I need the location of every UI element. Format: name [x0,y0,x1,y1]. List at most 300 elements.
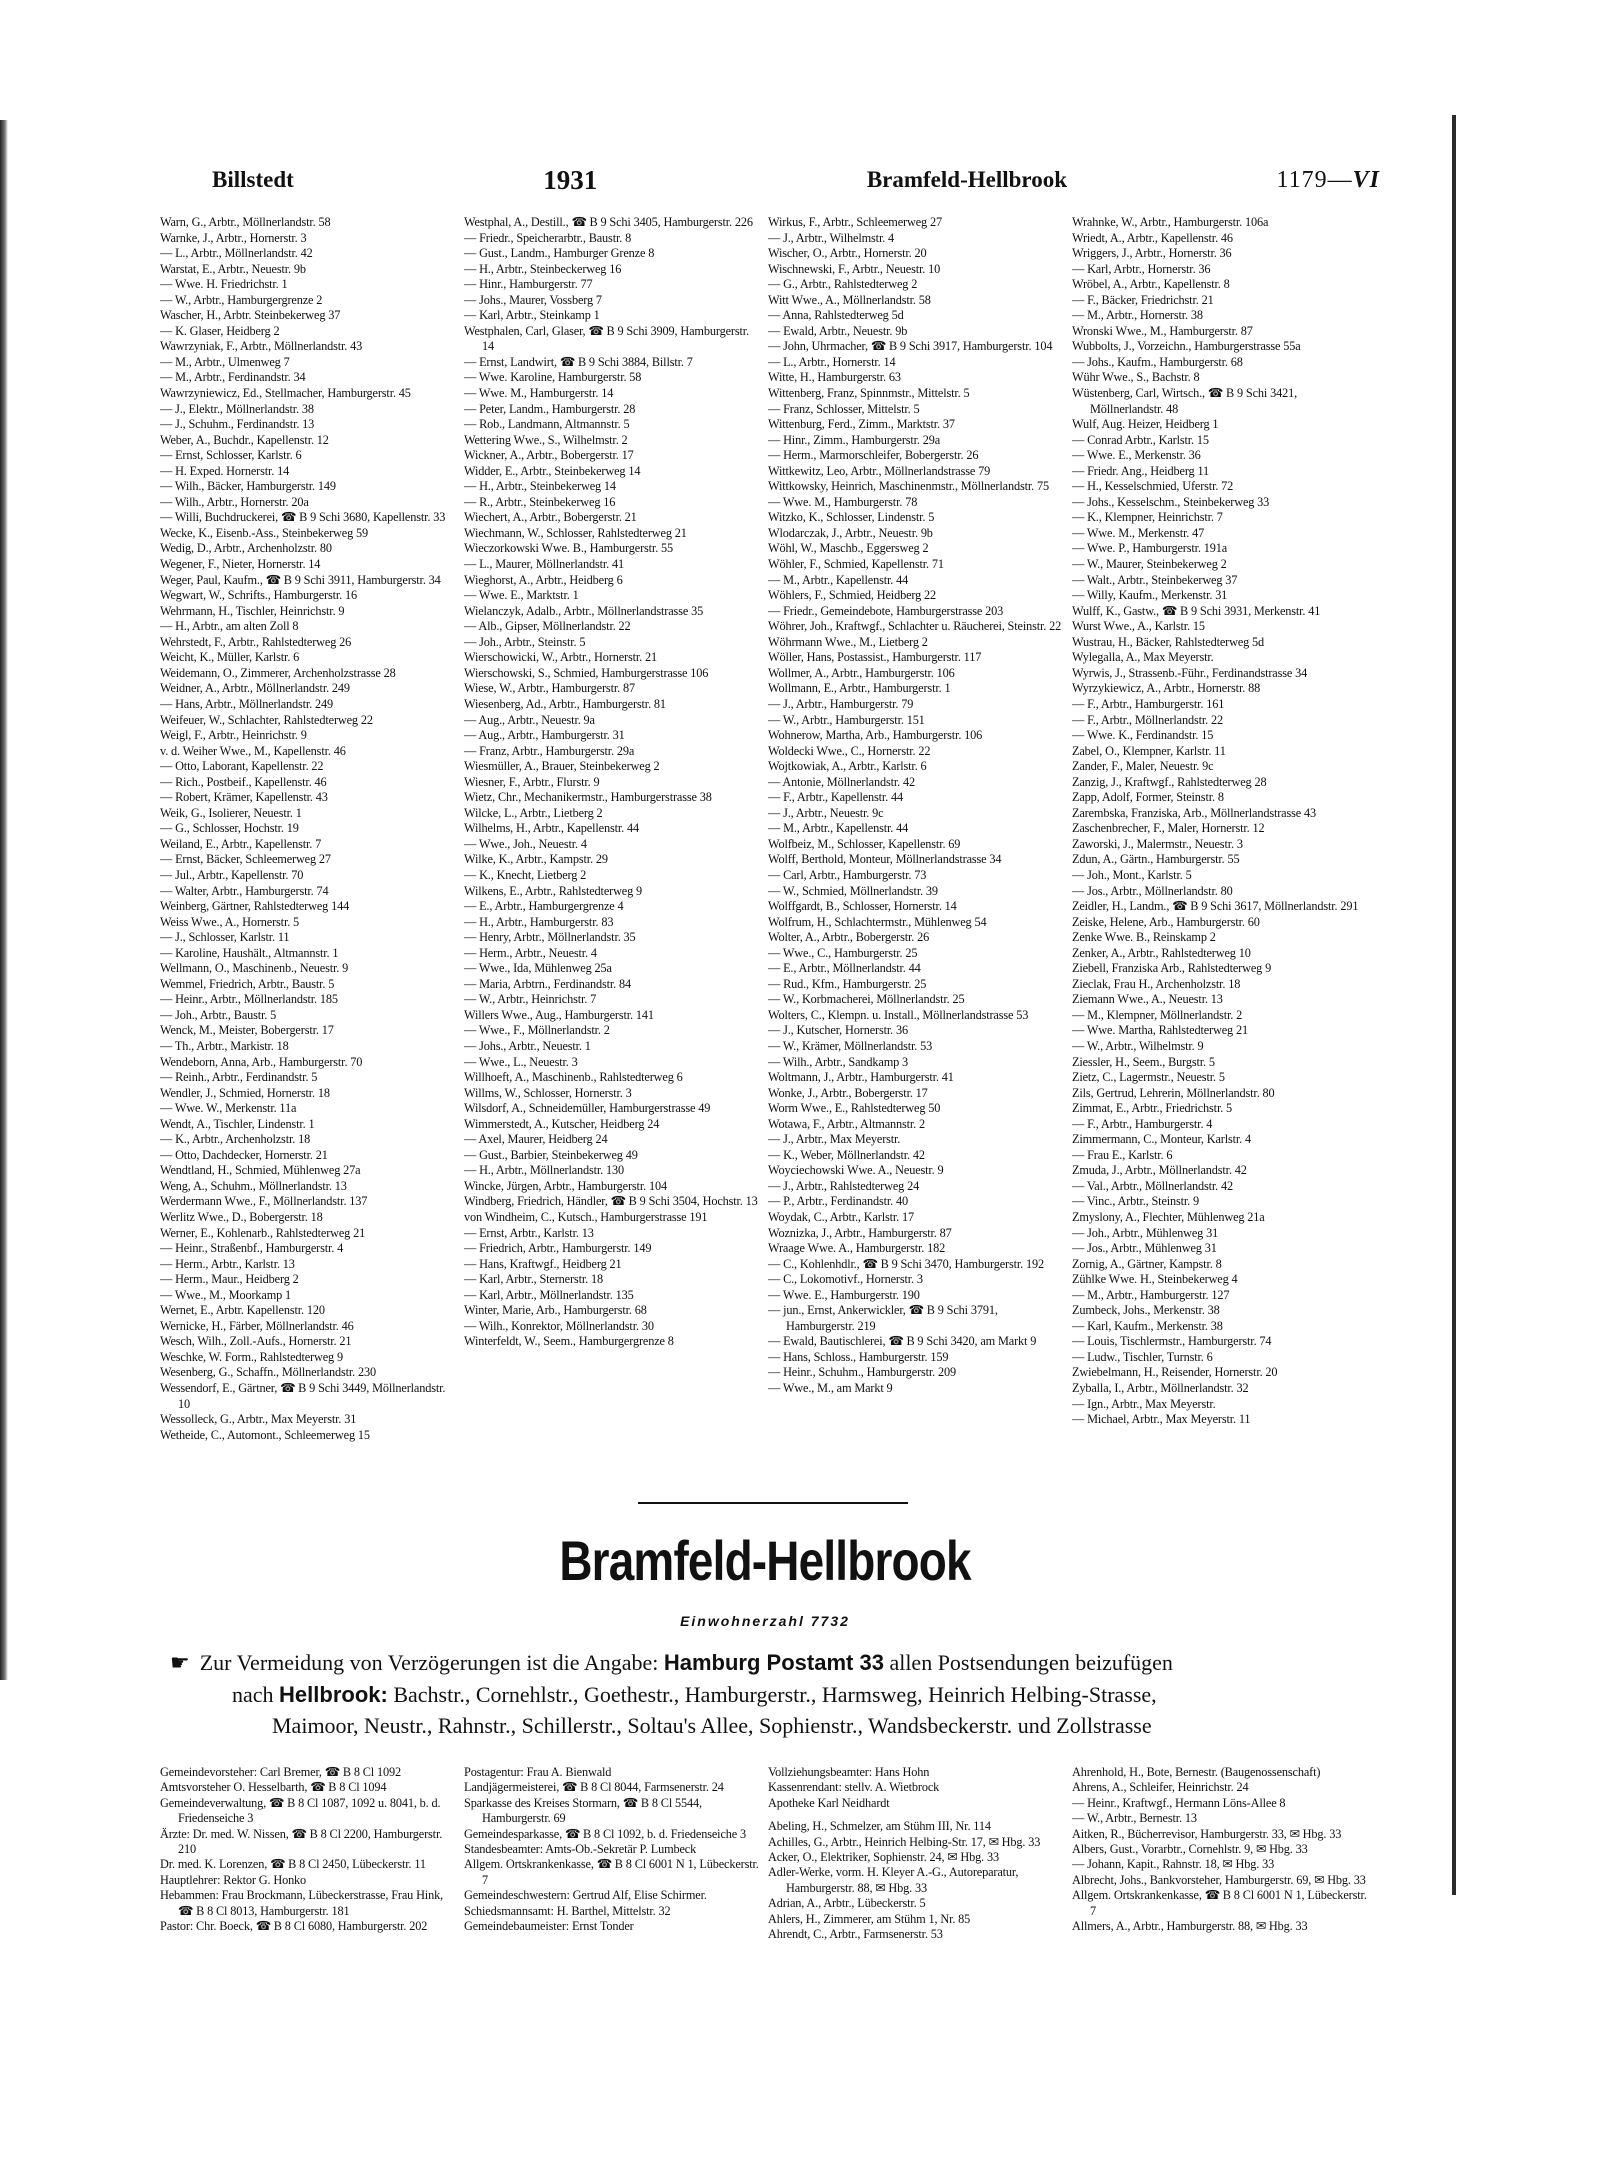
directory-entry: — Joh., Arbtr., Mühlenweg 31 [1072,1225,1219,1240]
directory-entry: — Johs., Kesselschm., Steinbekerweg 33 [1072,494,1270,509]
directory-entry: — Herm., Arbtr., Karlstr. 13 [160,1256,295,1271]
officials-entry: Gemeindevorsteher: Carl Bremer, ☎ B 8 Cl 1092 [160,1765,401,1779]
officials-entry: Gemeindesparkasse, ☎ B 8 Cl 1092, b. d. Friedenseiche 3 [464,1826,746,1841]
officials-entry: Abeling, H., Schmelzer, am Stühm III, Nr. 114 [768,1819,991,1834]
directory-entry: Winterfeldt, W., Seem., Hamburgergrenze 8 [464,1334,674,1349]
directory-entry: Zaworski, J., Malermstr., Neuestr. 3 [1072,836,1243,851]
directory-entry: — Gust., Barbier, Steinbekerweg 49 [464,1147,638,1162]
directory-entry: — M., Arbtr., Hornerstr. 38 [1072,308,1203,323]
directory-page [150,150,1380,2070]
directory-entry: Woltmann, J., Arbtr., Hamburgerstr. 41 [768,1070,954,1085]
officials-entry: Hauptlehrer: Rektor G. Honko [160,1872,307,1887]
directory-entry: Wendt, A., Tischler, Lindenstr. 1 [160,1116,315,1131]
directory-entry: von Windheim, C., Kutsch., Hamburgerstrasse 191 [464,1210,708,1224]
directory-entry: Wiesenberg, Ad., Arbtr., Hamburgerstr. 81 [464,696,666,711]
directory-entry: — Franz, Schlosser, Mittelstr. 5 [768,401,920,416]
directory-entry: — Maria, Arbtrn., Ferdinandstr. 84 [464,976,632,991]
directory-entry: Ziebell, Franziska Arb., Rahlstedterweg 9 [1072,961,1272,976]
directory-entry: — W., Arbtr., Hamburgerstr. 151 [768,712,925,727]
directory-entry: — Jos., Arbtr., Mühlenweg 31 [1072,1241,1217,1256]
directory-entry: Wronski Wwe., M., Hamburgerstr. 87 [1072,323,1253,338]
directory-entry: Zieclak, Frau H., Archenholzstr. 18 [1072,976,1241,991]
directory-column-3 [768,215,1066,1635]
directory-entry: — M., Arbtr., Hamburgerstr. 127 [1072,1287,1230,1302]
directory-entry: Zühlke Wwe. H., Steinbekerweg 4 [1072,1272,1238,1287]
directory-entry: — Alb., Gipser, Möllnerlandstr. 22 [464,619,631,634]
directory-entry: — Wwe., M., Moorkamp 1 [160,1287,292,1302]
notice-line-2 [170,1679,1370,1710]
officials-entry: Kassenrendant: stellv. A. Wietbrock [768,1780,940,1795]
directory-entry: Wilcke, L., Arbtr., Lietberg 2 [464,805,603,820]
directory-entry: — Ewald, Bautischlerei, ☎ B 9 Schi 3420, am Markt 9 [768,1334,1037,1349]
officials-entry: Landjägermeisterei, ☎ B 8 Cl 8044, Farmsenerstr. 24 [464,1780,724,1795]
directory-entry: Zapp, Adolf, Former, Steinstr. 8 [1072,790,1224,805]
directory-entry: — Ewald, Arbtr., Neuestr. 9b [768,323,908,338]
officials-column-4 [1072,1765,1370,2065]
directory-entry: Wetheide, C., Automont., Schleemerweg 15 [160,1427,370,1442]
officials-column-1 [160,1765,458,2065]
officials-entry: Ahrenhold, H., Bote, Bernestr. (Baugenossenschaft) [1072,1765,1321,1779]
directory-entry: Wehrstedt, F., Arbtr., Rahlstedterweg 26 [160,634,352,649]
directory-entry: Wittkowsky, Heinrich, Maschinenmstr., Möllnerlandstr. 75 [768,479,1049,494]
directory-entry: — F., Arbtr., Hamburgerstr. 161 [1072,696,1225,711]
directory-entry: Wiesmüller, A., Brauer, Steinbekerweg 2 [464,759,660,774]
directory-entry: — Wwe., M., am Markt 9 [768,1381,893,1396]
directory-entry: — Hinr., Hamburgerstr. 77 [464,277,593,292]
directory-entry: Wierschowicki, W., Arbtr., Hornerstr. 21 [464,650,657,665]
officials-entry: Allgem. Ortskrankenkasse, ☎ B 8 Cl 6001 N 1, Lübeckerstr. 7 [464,1857,759,1887]
directory-entry: — Karl, Arbtr., Hornerstr. 36 [1072,261,1211,276]
directory-entry: — Wwe. E., Merkenstr. 36 [1072,448,1201,463]
officials-entry: Hebammen: Frau Brockmann, Lübeckerstrasse, Frau Hink, ☎ B 8 Cl 8013, Hamburgerstr. 181 [160,1888,443,1918]
directory-entry: — Wwe., C., Hamburgerstr. 25 [768,945,918,960]
directory-entry: Wonke, J., Arbtr., Bobergerstr. 17 [768,1085,928,1100]
directory-entry: Wulff, K., Gastw., ☎ B 9 Schi 3931, Merkenstr. 41 [1072,603,1321,618]
directory-entry: Wyrwis, J., Strassenb.-Führ., Ferdinandstrasse 34 [1072,665,1308,680]
directory-entry: — Frau E., Karlstr. 6 [1072,1147,1173,1162]
directory-entry: — Rob., Landmann, Altmannstr. 5 [464,417,630,432]
officials-entry: Ärzte: Dr. med. W. Nissen, ☎ B 8 Cl 2200, Hamburgerstr. 210 [160,1826,443,1857]
officials-entry: Gemeindebaumeister: Ernst Tonder [464,1919,634,1934]
directory-entry: — Wwe. Martha, Rahlstedterweg 21 [1072,1023,1248,1038]
scan-right-edge-line [1452,115,1456,1895]
officials-gap [768,1811,1066,1819]
directory-entry: Windberg, Friedrich, Händler, ☎ B 9 Schi 3504, Hochstr. 13 [464,1194,758,1209]
directory-entry: — J., Arbtr., Neuestr. 9c [768,805,884,820]
directory-entry: — Wwe. H. Friedrichstr. 1 [160,277,288,292]
directory-entry: Wincke, Jürgen, Arbtr., Hamburgerstr. 104 [464,1178,667,1193]
directory-entry: — Heinr., Schuhm., Hamburgerstr. 209 [768,1365,957,1380]
directory-entry: — J., Arbtr., Rahlstedterweg 24 [768,1178,920,1193]
directory-entry: Wotawa, F., Arbtr., Altmannstr. 2 [768,1116,926,1131]
directory-entry: — Friedr., Gemeindebote, Hamburgerstrasse 203 [768,603,1004,618]
directory-entry: — Wwe. E., Hamburgerstr. 190 [768,1287,920,1302]
directory-entry: — Rud., Kfm., Hamburgerstr. 25 [768,976,927,991]
directory-entry: Wegener, F., Nieter, Hornerstr. 14 [160,557,321,572]
directory-entry: Wascher, H., Arbtr. Steinbekerweg 37 [160,308,341,323]
directory-entry: Witte, H., Hamburgerstr. 63 [768,370,901,385]
directory-entry: — W., Krämer, Möllnerlandstr. 53 [768,1038,933,1053]
directory-entry: Wickner, A., Arbtr., Bobergerstr. 17 [464,448,634,463]
directory-entry: — Ign., Arbtr., Max Meyerstr. [1072,1396,1216,1411]
directory-entry: Ziemann Wwe., A., Neuestr. 13 [1072,992,1223,1007]
directory-entry: — Th., Arbtr., Markistr. 18 [160,1038,289,1053]
directory-entry: Zumbeck, Johs., Merkenstr. 38 [1072,1303,1220,1318]
directory-entry: — Karl, Kaufm., Merkenstr. 38 [1072,1318,1223,1333]
directory-entry: Wraage Wwe. A., Hamburgerstr. 182 [768,1241,946,1256]
directory-entry: Warstat, E., Arbtr., Neuestr. 9b [160,261,306,276]
directory-entry: Wesch, Wilh., Zoll.-Aufs., Hornerstr. 21 [160,1334,352,1349]
directory-entry: Wyrzykiewicz, A., Arbtr., Hornerstr. 88 [1072,681,1261,696]
notice-text-4: Bachstr., Cornehlstr., Goethestr., Hamburgerstr., Harmsweg, Heinrich Helbing-Strasse, [387,1682,1157,1707]
directory-entry: Weik, G., Isolierer, Neuestr. 1 [160,805,302,820]
directory-entry: — Gust., Landm., Hamburger Grenze 8 [464,246,655,261]
directory-entry: — Aug., Arbtr., Hamburgerstr. 31 [464,728,625,743]
directory-entry: Wecke, K., Eisenb.-Ass., Steinbekerweg 59 [160,525,369,540]
notice-hellbrook: Hellbrook: [279,1682,388,1707]
notice-text-2: allen Postsendungen beizufügen [883,1650,1173,1675]
directory-entry: — K., Klempner, Heinrichstr. 7 [1072,510,1223,525]
directory-entry: Wohnerow, Martha, Arb., Hamburgerstr. 106 [768,728,983,743]
directory-entry: — Otto, Laborant, Kapellenstr. 22 [160,759,324,774]
directory-entry: — Heinr., Arbtr., Möllnerlandstr. 185 [160,992,338,1007]
directory-entry: — Val., Arbtr., Möllnerlandstr. 42 [1072,1178,1234,1193]
officials-entry: Adler-Werke, vorm. H. Kleyer A.-G., Autoreparatur, Hamburgerstr. 88, ✉ Hbg. 33 [768,1865,1019,1895]
directory-entry: Weidemann, O., Zimmerer, Archenholzstrasse 28 [160,665,396,680]
officials-entry: Postagentur: Frau A. Bienwald [464,1765,612,1779]
directory-entry: Werner, E., Kohlenarb., Rahlstedterweg 21 [160,1225,366,1240]
directory-entry: Weifeuer, W., Schlachter, Rahlstedterweg 22 [160,712,373,727]
directory-entry: — Herm., Marmorschleifer, Bobergerstr. 26 [768,448,979,463]
directory-entry: Zabel, O., Klempner, Karlstr. 11 [1072,743,1226,758]
directory-entry: Weger, Paul, Kaufm., ☎ B 9 Schi 3911, Hamburgerstr. 34 [160,572,441,587]
directory-entry: — Willi, Buchdruckerei, ☎ B 9 Schi 3680, Kapellenstr. 33 [160,510,446,525]
directory-entry: Wulf, Aug. Heizer, Heidberg 1 [1072,417,1219,432]
directory-entry: Zmyslony, A., Flechter, Mühlenweg 21a [1072,1210,1265,1224]
scan-left-edge-shadow [0,120,8,1680]
directory-entry: Wischnewski, F., Arbtr., Neuestr. 10 [768,261,941,276]
notice-text-3: nach [232,1682,280,1707]
section-title: Bramfeld-Hellbrook [559,1529,971,1592]
directory-entry: Worm Wwe., E., Rahlstedterweg 50 [768,1101,941,1116]
directory-entry: Wollmann, E., Arbtr., Hamburgerstr. 1 [768,681,951,696]
directory-entry: — Louis, Tischlermstr., Hamburgerstr. 74 [1072,1334,1272,1349]
directory-entry: Zaschenbrecher, F., Maler, Hornerstr. 12 [1072,821,1265,836]
directory-entry: — Hinr., Zimm., Hamburgerstr. 29a [768,432,941,447]
directory-entry: Wrahnke, W., Arbtr., Hamburgerstr. 106a [1072,215,1269,229]
directory-entry: — E., Arbtr., Möllnerlandstr. 44 [768,961,921,976]
directory-entry: Wröbel, A., Arbtr., Kapellenstr. 8 [1072,277,1230,292]
directory-entry: — jun., Ernst, Ankerwickler, ☎ B 9 Schi 3791, Hamburgerstr. 219 [768,1303,998,1333]
directory-entry: Wawrzyniewicz, Ed., Stellmacher, Hamburgerstr. 45 [160,386,411,401]
directory-entry: — M., Arbtr., Ulmenweg 7 [160,354,290,369]
directory-entry: — Karoline, Haushält., Altmannstr. 1 [160,945,339,960]
directory-entry: — Franz, Arbtr., Hamburgerstr. 29a [464,743,635,758]
directory-entry: Wehrmann, H., Tischler, Heinrichstr. 9 [160,603,345,618]
notice-text-1: Zur Vermeidung von Verzögerungen ist die Angabe: [199,1650,664,1675]
directory-entry: Zenke Wwe. B., Reinskamp 2 [1072,930,1216,945]
directory-entry: — Heinr., Straßenbf., Hamburgerstr. 4 [160,1241,344,1256]
directory-entry: — Wwe. M., Hamburgerstr. 78 [768,494,918,509]
directory-entry: Wolters, C., Klempn. u. Install., Möllnerlandstrasse 53 [768,1007,1029,1022]
directory-entry: Wessolleck, G., Arbtr., Max Meyerstr. 31 [160,1412,357,1427]
directory-entry: Wriedt, A., Arbtr., Kapellenstr. 46 [1072,230,1233,245]
directory-entry: — Ernst, Schlosser, Karlstr. 6 [160,448,302,463]
directory-entry: — C., Kohlenhdlr., ☎ B 9 Schi 3470, Hamburgerstr. 192 [768,1256,1044,1271]
directory-entry: Zanzig, J., Kraftwgf., Rahlstedterweg 28 [1072,774,1267,789]
directory-entry: — W., Korbmacherei, Möllnerlandstr. 25 [768,992,965,1007]
directory-entry: — Ernst, Landwirt, ☎ B 9 Schi 3884, Billstr. 7 [464,354,693,369]
directory-entry: — Joh., Arbtr., Baustr. 5 [160,1007,277,1022]
directory-entry: Wimmerstedt, A., Kutscher, Heidberg 24 [464,1116,660,1131]
officials-column-2 [464,1765,762,2065]
directory-entry: Wirkus, F., Arbtr., Schleemerweg 27 [768,215,942,229]
directory-entry: — Willy, Kaufm., Merkenstr. 31 [1072,588,1228,603]
directory-entry: — Anna, Rahlstedterweg 5d [768,308,904,323]
directory-entry: — F., Arbtr., Hamburgerstr. 4 [1072,1116,1213,1131]
directory-entry: Wiechert, A., Arbtr., Bobergerstr. 21 [464,510,637,525]
directory-entry: — G., Schlosser, Hochstr. 19 [160,821,299,836]
directory-entry: Wlodarczak, J., Arbtr., Neuestr. 9b [768,525,933,540]
directory-entry: — K. Glaser, Heidberg 2 [160,323,280,338]
directory-entry: Westphal, A., Destill., ☎ B 9 Schi 3405, Hamburgerstr. 226 [464,215,753,229]
directory-entry: Ziessler, H., Seem., Burgstr. 5 [1072,1054,1215,1069]
directory-entry: Wolter, A., Arbtr., Bobergerstr. 26 [768,930,930,945]
directory-entry: Willhoeft, A., Maschinenb., Rahlstedterweg 6 [464,1070,683,1085]
directory-entry: — Johs., Maurer, Vossberg 7 [464,292,602,307]
directory-entry: — J., Schlosser, Karlstr. 11 [160,930,290,945]
directory-entry: — Reinh., Arbtr., Ferdinandstr. 5 [160,1070,318,1085]
officials-entry: Aitken, R., Bücherrevisor, Hamburgerstr. 33, ✉ Hbg. 33 [1072,1826,1342,1841]
page-number: 1179— [1276,166,1353,193]
officials-entry: Schiedsmannsamt: H. Barthel, Mittelstr. 32 [464,1903,671,1918]
directory-entry: Wittenburg, Ferd., Zimm., Marktstr. 37 [768,417,955,432]
directory-entry: — Michael, Arbtr., Max Meyerstr. 11 [1072,1412,1251,1427]
header-year: 1931 [543,164,598,195]
directory-entry: — Ernst, Arbtr., Karlstr. 13 [464,1225,594,1240]
directory-entry: — Jos., Arbtr., Möllnerlandstr. 80 [1072,883,1233,898]
directory-entry: — W., Maurer, Steinbekerweg 2 [1072,557,1227,572]
directory-entry: Wietz, Chr., Mechanikermstr., Hamburgerstrasse 38 [464,790,712,805]
directory-entry: Weigl, F., Arbtr., Heinrichstr. 9 [160,728,307,743]
directory-entry: — Wilh., Bäcker, Hamburgerstr. 149 [160,479,336,494]
directory-entry: — W., Arbtr., Wilhelmstr. 9 [1072,1038,1204,1053]
section-population: Einwohnerzahl 7732 [680,1613,850,1629]
officials-entry: Gemeindeverwaltung, ☎ B 8 Cl 1087, 1092 u. 8041, b. d. Friedenseiche 3 [160,1795,441,1826]
directory-entry: Warnke, J., Arbtr., Hornerstr. 3 [160,230,307,245]
directory-entry: Wolfbeiz, M., Schlosser, Kapellenstr. 69 [768,836,961,851]
directory-entry: — Ernst, Bäcker, Schleemerweg 27 [160,852,331,867]
directory-entry: — J., Arbtr., Hamburgerstr. 79 [768,696,914,711]
directory-entry: Zornig, A., Gärtner, Kampstr. 8 [1072,1256,1222,1271]
directory-entry: Zimmermann, C., Monteur, Karlstr. 4 [1072,1132,1252,1147]
directory-entry: — Henry, Arbtr., Möllnerlandstr. 35 [464,930,636,945]
directory-entry: Wittkewitz, Leo, Arbtr., Möllnerlandstrasse 79 [768,463,991,478]
directory-entry: — Axel, Maurer, Heidberg 24 [464,1132,608,1147]
officials-entry: Apotheke Karl Neidhardt [768,1795,890,1810]
directory-entry: Wendtland, H., Schmied, Mühlenweg 27a [160,1163,361,1178]
directory-entry: — Wwe. M., Hamburgerstr. 14 [464,386,614,401]
directory-entry: — J., Elektr., Möllnerlandstr. 38 [160,401,314,416]
directory-entry: — J., Arbtr., Max Meyerstr. [768,1132,901,1147]
officials-entry: Adrian, A., Arbtr., Lübeckerstr. 5 [768,1896,926,1911]
directory-entry: — Wwe. M., Merkenstr. 47 [1072,525,1205,540]
directory-entry: — Karl, Arbtr., Möllnerlandstr. 135 [464,1287,634,1302]
directory-entry: — Friedr., Speicherarbtr., Baustr. 8 [464,230,632,245]
directory-entry: Wenck, M., Meister, Bobergerstr. 17 [160,1023,334,1038]
directory-entry: Wernicke, H., Färber, Möllnerlandstr. 46 [160,1318,354,1333]
directory-entry: — Herm., Maur., Heidberg 2 [160,1272,299,1287]
directory-entry: Wöhrer, Joh., Kraftwgf., Schlachter u. Räucherei, Steinstr. 22 [768,619,1062,634]
directory-entry: Weidner, A., Arbtr., Möllnerlandstr. 249 [160,681,350,696]
directory-entry: Woydak, C., Arbtr., Karlstr. 17 [768,1210,915,1224]
directory-column-1 [160,215,458,1635]
directory-column-2 [464,215,762,1635]
directory-entry: — M., Arbtr., Kapellenstr. 44 [768,821,909,836]
directory-entry: — F., Arbtr., Möllnerlandstr. 22 [1072,712,1223,727]
directory-entry: Woyciechowski Wwe. A., Neuestr. 9 [768,1163,944,1178]
directory-entry: — Hans, Schloss., Hamburgerstr. 159 [768,1349,949,1364]
directory-entry: Woldecki Wwe., C., Hornerstr. 22 [768,743,931,758]
directory-entry: Wedig, D., Arbtr., Archenholzstr. 80 [160,541,332,556]
directory-entry: — Wwe. W., Merkenstr. 11a [160,1101,297,1116]
directory-entry: — L., Arbtr., Hornerstr. 14 [768,354,896,369]
directory-entry: — Wwe. E., Marktstr. 1 [464,588,579,603]
page-suffix: VI [1352,166,1380,193]
directory-entry: Weiland, E., Arbtr., Kapellenstr. 7 [160,836,322,851]
notice-postamt: Hamburg Postamt 33 [663,1650,884,1675]
directory-entry: Wilke, K., Arbtr., Kampstr. 29 [464,852,608,867]
officials-entry: Sparkasse des Kreises Stormarn, ☎ B 8 Cl 5544, Hamburgerstr. 69 [464,1795,702,1826]
directory-entry: — M., Arbtr., Ferdinandstr. 34 [160,370,306,385]
directory-entry: Wendler, J., Schmied, Hornerstr. 18 [160,1085,330,1100]
directory-entry: Zmuda, J., Arbtr., Möllnerlandstr. 42 [1072,1163,1247,1178]
directory-entry: Wiese, W., Arbtr., Hamburgerstr. 87 [464,681,635,696]
directory-entry: — H., Kesselschmied, Uferstr. 72 [1072,479,1234,494]
directory-entry: — W., Schmied, Möllnerlandstr. 39 [768,883,938,898]
directory-entry: — F., Bäcker, Friedrichstr. 21 [1072,292,1214,307]
officials-entry: Ahrendt, C., Arbtr., Farmsenerstr. 53 [768,1927,943,1942]
directory-entry: Wierschowski, S., Schmied, Hamburgerstrasse 106 [464,665,709,680]
directory-entry: — Johs., Arbtr., Neuestr. 1 [464,1038,591,1053]
directory-entry: — K., Knecht, Lietberg 2 [464,867,587,882]
directory-entry: — Wilh., Arbtr., Sandkamp 3 [768,1054,909,1069]
directory-entry: Wettering Wwe., S., Wilhelmstr. 2 [464,432,628,447]
directory-entry: Weng, A., Schuhm., Möllnerlandstr. 13 [160,1178,347,1193]
officials-entry: Acker, O., Elektriker, Sophienstr. 24, ✉ Hbg. 33 [768,1850,999,1865]
officials-directory [160,1765,1370,2065]
directory-entry: Zenker, A., Arbtr., Rahlstedterweg 10 [1072,945,1251,960]
directory-entry: Weber, A., Buchdr., Kapellenstr. 12 [160,432,329,447]
officials-entry: Gemeindeschwestern: Gertrud Alf, Elise Schirmer. [464,1888,707,1903]
directory-entry: Wieghorst, A., Arbtr., Heidberg 6 [464,572,623,587]
directory-entry: — P., Arbtr., Ferdinandstr. 40 [768,1194,908,1209]
directory-entry: Wawrzyniak, F., Arbtr., Möllnerlandstr. 43 [160,339,363,354]
directory-entry: — H. Exped. Hornerstr. 14 [160,463,290,478]
officials-entry: Pastor: Chr. Boeck, ☎ B 8 Cl 6080, Hamburgerstr. 202 [160,1919,428,1934]
directory-entry: — E., Arbtr., Hamburgergrenze 4 [464,899,624,914]
directory-column-4 [1072,215,1370,1635]
directory-entry: Weicht, K., Müller, Karlstr. 6 [160,650,300,665]
directory-entry: Wolff, Berthold, Monteur, Möllnerlandstrasse 34 [768,852,1002,867]
directory-entry: — Aug., Arbtr., Neuestr. 9a [464,712,595,727]
directory-entry: — Peter, Landm., Hamburgerstr. 28 [464,401,636,416]
directory-entry: Wilsdorf, A., Schneidemüller, Hamburgerstrasse 49 [464,1101,711,1116]
directory-entry: Weinberg, Gärtner, Rahlstedterweg 144 [160,899,350,914]
directory-entry: — Joh., Arbtr., Steinstr. 5 [464,634,586,649]
directory-entry: Winter, Marie, Arb., Hamburgerstr. 68 [464,1303,647,1318]
directory-entry: — Rich., Postbeif., Kapellenstr. 46 [160,774,327,789]
directory-entry: — Friedrich, Arbtr., Hamburgerstr. 149 [464,1241,652,1256]
directory-entry: Wemmel, Friedrich, Arbtr., Baustr. 5 [160,976,335,991]
directory-entry: — Otto, Dachdecker, Hornerstr. 21 [160,1147,328,1162]
directory-entry: Weiss Wwe., A., Hornerstr. 5 [160,914,300,929]
directory-entry: Wüstenberg, Carl, Wirtsch., ☎ B 9 Schi 3421, Möllnerlandstr. 48 [1072,386,1297,416]
directory-entry: Wöhler, F., Schmied, Kapellenstr. 71 [768,557,944,572]
directory-entry: — Karl, Arbtr., Steinkamp 1 [464,308,600,323]
directory-entry: Wustrau, H., Bäcker, Rahlstedterweg 5d [1072,634,1265,649]
directory-entry: — Wwe., Joh., Neuestr. 4 [464,836,587,851]
pointing-hand-icon: ☛ [170,1651,190,1676]
directory-entry: Werlitz Wwe., D., Bobergerstr. 18 [160,1210,323,1224]
postal-notice [170,1647,1370,1741]
directory-entry: Wittenberg, Franz, Spinnmstr., Mittelstr. 5 [768,386,970,401]
officials-entry: Albrecht, Johs., Bankvorsteher, Hamburgerstr. 69, ✉ Hbg. 33 [1072,1872,1366,1887]
directory-entry: — Wilh., Konrektor, Möllnerlandstr. 30 [464,1318,654,1333]
directory-entry: Witzko, K., Schlosser, Lindenstr. 5 [768,510,935,525]
directory-entry: — K., Weber, Möllnerlandstr. 42 [768,1147,925,1162]
directory-entry: — G., Arbtr., Rahlstedterweg 2 [768,277,918,292]
directory-entry: — J., Kutscher, Hornerstr. 36 [768,1023,908,1038]
directory-entry: — L., Maurer, Möllnerlandstr. 41 [464,557,625,572]
directory-entry: — Wwe., F., Möllnerlandstr. 2 [464,1023,610,1038]
officials-entry: Allgem. Ortskrankenkasse, ☎ B 8 Cl 6001 N 1, Lübeckerstr. 7 [1072,1888,1367,1918]
directory-entry: Woznizka, J., Arbtr., Hamburgerstr. 87 [768,1225,952,1240]
directory-entry: — Walter, Arbtr., Hamburgerstr. 74 [160,883,329,898]
directory-entry: Wollmer, A., Arbtr., Hamburgerstr. 106 [768,665,955,680]
directory-entry: — Wwe. P., Hamburgerstr. 191a [1072,541,1228,556]
directory-entry: Wilkens, E., Arbtr., Rahlstedterweg 9 [464,883,643,898]
directory-entry: — Friedr. Ang., Heidberg 11 [1072,463,1210,478]
directory-entry: Zietz, C., Lagermstr., Neuestr. 5 [1072,1070,1225,1085]
directory-entry: — W., Arbtr., Hamburgergrenze 2 [160,292,323,307]
directory-entry: Wessendorf, E., Gärtner, ☎ B 9 Schi 3449, Möllnerlandstr. 10 [160,1381,446,1411]
directory-entry: — F., Arbtr., Kapellenstr. 44 [768,790,904,805]
directory-entry: Wieczorkowski Wwe. B., Hamburgerstr. 55 [464,541,674,556]
directory-entry: Widder, E., Arbtr., Steinbekerweg 14 [464,463,641,478]
directory-entry: Wiechmann, W., Schlosser, Rahlstedterweg 21 [464,525,687,540]
directory-entry: — J., Schuhm., Ferdinandstr. 13 [160,417,315,432]
directory-entry: Willers Wwe., Aug., Hamburgerstr. 141 [464,1007,654,1022]
directory-entry: Wendeborn, Anna, Arb., Hamburgerstr. 70 [160,1054,363,1069]
officials-entry: Achilles, G., Arbtr., Heinrich Helbing-Str. 17, ✉ Hbg. 33 [768,1834,1041,1849]
notice-line-3: Maimoor, Neustr., Rahnstr., Schillerstr., Soltau's Allee, Sophienstr., Wandsbeckerstr. und Zollstrasse [272,1713,1152,1738]
directory-entry: — Wwe. Karoline, Hamburgerstr. 58 [464,370,642,385]
directory-entry: — Ludw., Tischler, Turnstr. 6 [1072,1349,1213,1364]
directory-entry: — Hans, Kraftwgf., Heidberg 21 [464,1256,622,1271]
directory-entry: Zeidler, H., Landm., ☎ B 9 Schi 3617, Möllnerlandstr. 291 [1072,899,1359,914]
directory-entry: — L., Arbtr., Möllnerlandstr. 42 [160,246,313,261]
directory-entry: Werdermann Wwe., F., Möllnerlandstr. 137 [160,1194,368,1209]
directory-entry: — H., Arbtr., Steinbeckerweg 16 [464,261,622,276]
directory-entry: Wurst Wwe., A., Karlstr. 15 [1072,619,1205,634]
officials-entry: Ahrens, A., Schleifer, Heinrichstr. 24 [1072,1780,1249,1795]
directory-entry: — H., Arbtr., Hamburgerstr. 83 [464,914,614,929]
directory-entry: Wolfrum, H., Schlachtermstr., Mühlenweg 54 [768,914,987,929]
directory-entry: — Walt., Arbtr., Steinbekerweg 37 [1072,572,1238,587]
directory-entry: — Robert, Krämer, Kapellenstr. 43 [160,790,328,805]
officials-entry: Standesbeamter: Amts-Ob.-Sekretär P. Lumbeck [464,1842,697,1857]
